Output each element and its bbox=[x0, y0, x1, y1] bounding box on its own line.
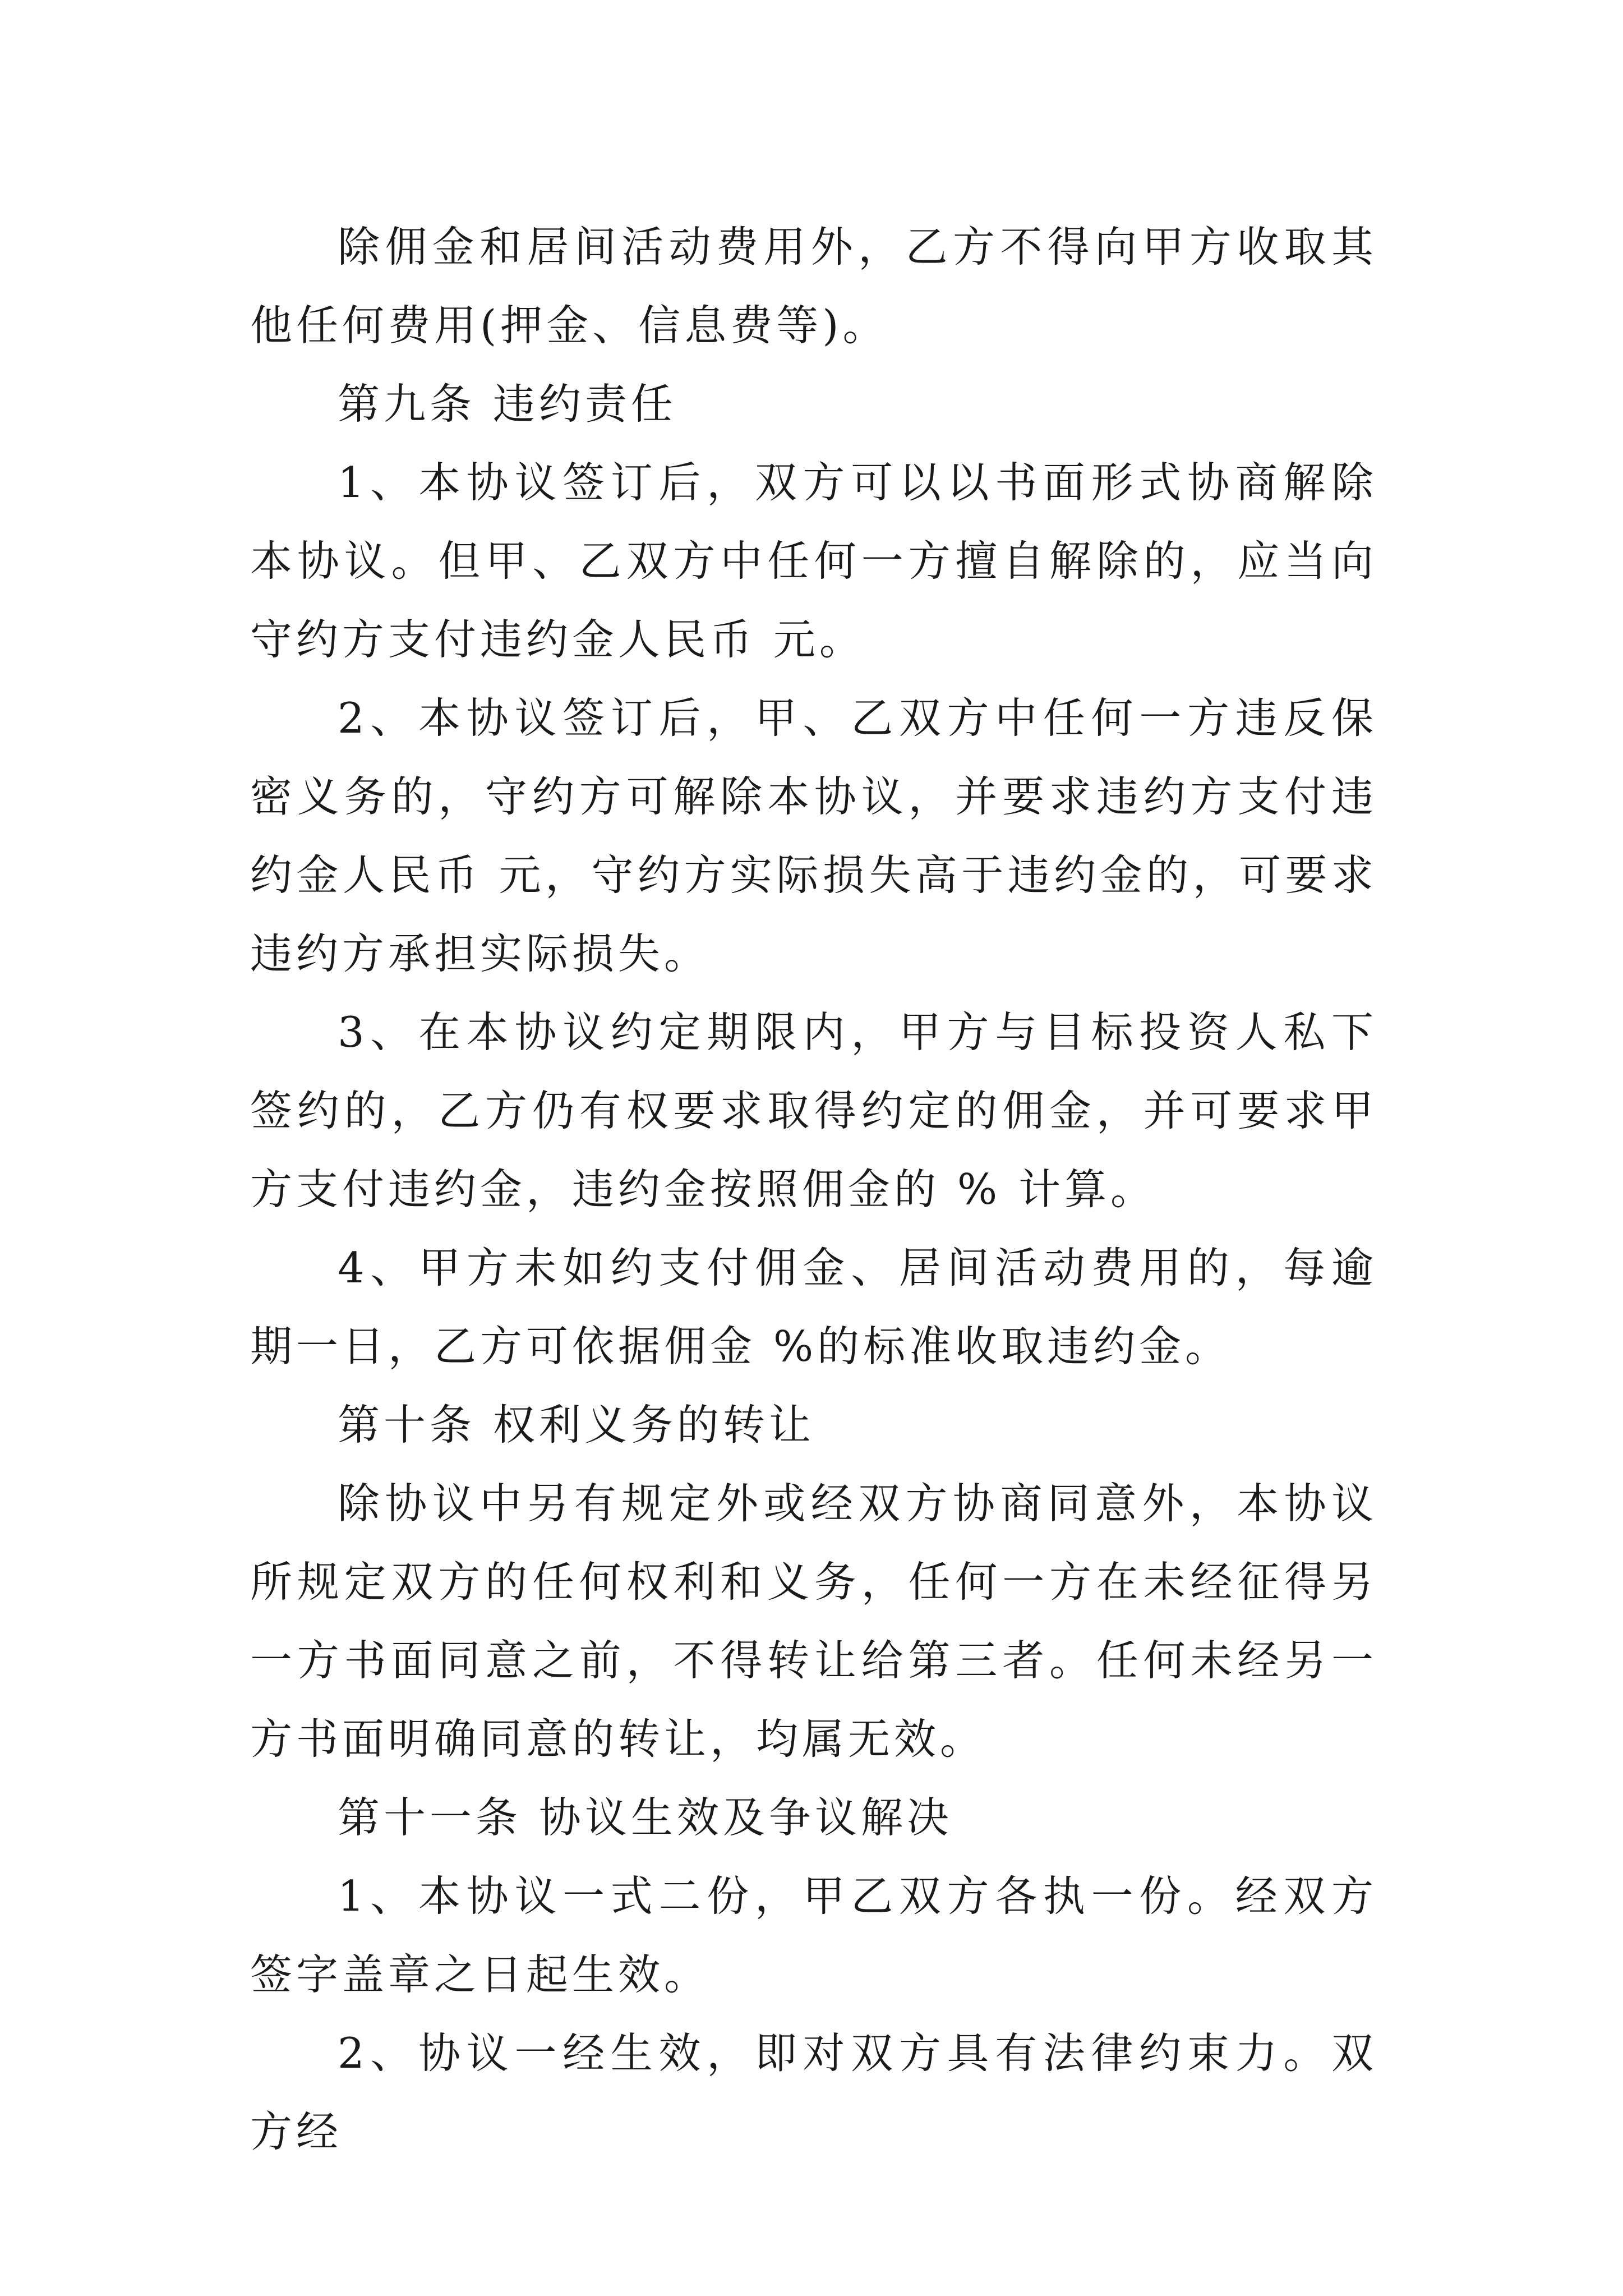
document-body bbox=[250, 208, 1377, 2171]
paragraph-art9-clause-3: 3、在本协议约定期限内，甲方与目标投资人私下签约的，乙方仍有权要求取得约定的佣金，并可要求甲方支付违约金，违约金按照佣金的 % 计算。 bbox=[250, 1007, 1377, 1214]
paragraph-art11-clause-1: 1、本协议一式二份，甲乙双方各执一份。经双方签字盖章之日起生效。 bbox=[250, 1871, 1377, 1999]
paragraph-art9-clause-2: 2、本协议签订后，甲、乙双方中任何一方违反保密义务的，守约方可解除本协议，并要求违约方支付违约金人民币 元，守约方实际损失高于违约金的，可要求违约方承担实际损失。 bbox=[250, 693, 1377, 978]
paragraph-art11-clause-2: 2、协议一经生效，即对双方具有法律约束力。双方经 bbox=[250, 2028, 1377, 2156]
paragraph-art9-clause-1: 1、本协议签订后，双方可以以书面形式协商解除本协议。但甲、乙双方中任何一方擅自解除的，应当向守约方支付违约金人民币 元。 bbox=[250, 458, 1377, 664]
paragraph-art10-body: 除协议中另有规定外或经双方协商同意外，本协议所规定双方的任何权利和义务，任何一方在未经征得另一方书面同意之前，不得转让给第三者。任何未经另一方书面明确同意的转让，均属无效。 bbox=[250, 1479, 1377, 1764]
heading-article-9: 第九条 违约责任 bbox=[338, 379, 677, 429]
heading-article-10: 第十条 权利义务的转让 bbox=[338, 1400, 815, 1450]
paragraph-art9-clause-4: 4、甲方未如约支付佣金、居间活动费用的，每逾期一日，乙方可依据佣金 %的标准收取违约金。 bbox=[250, 1243, 1377, 1371]
heading-article-11: 第十一条 协议生效及争议解决 bbox=[338, 1793, 953, 1842]
paragraph-fee-restriction: 除佣金和居间活动费用外，乙方不得向甲方收取其他任何费用(押金、信息费等)。 bbox=[250, 222, 1377, 350]
